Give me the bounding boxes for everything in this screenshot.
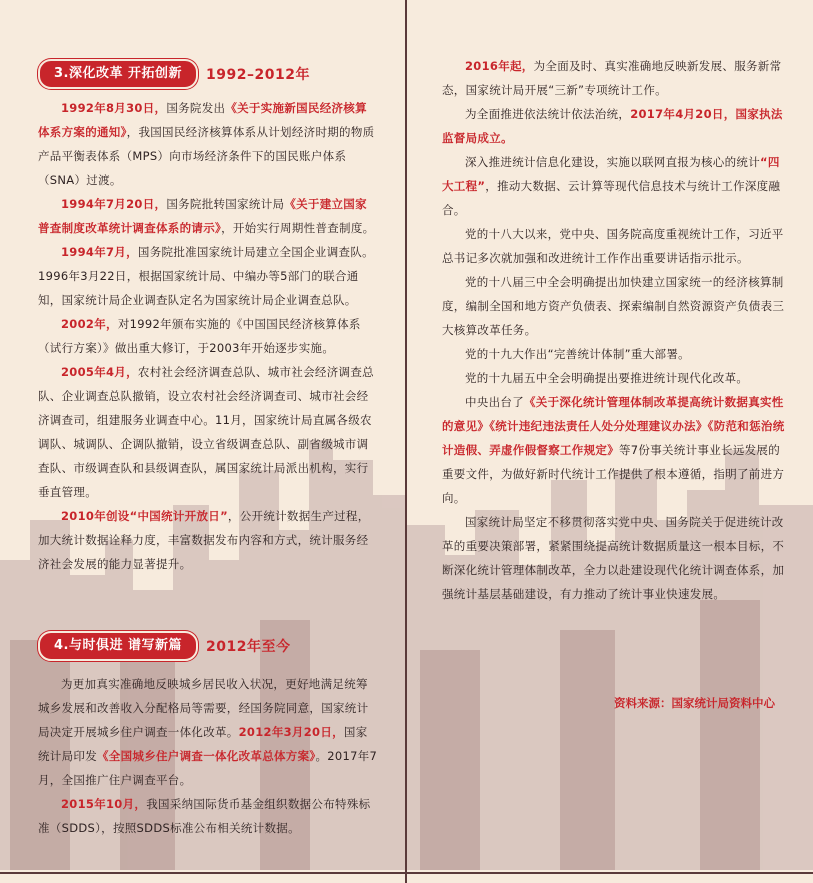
section-4-years: 2012年至今 <box>206 639 291 655</box>
paragraph: 1994年7月，国务院批准国家统计局建立全国企业调查队。1996年3月22日，根据国家统计局、中编办等5部门的联合通知，国家统计局企业调查队定名为国家统计局企业调查总队。 <box>38 245 374 307</box>
paragraph: 1994年7月20日，国务院批转国家统计局《关于建立国家普查制度改革统计调查体系的请示》，开始实行周期性普查制度。 <box>38 197 375 235</box>
bottom-rule <box>0 872 813 874</box>
page-spine <box>405 0 407 883</box>
section-4-heading <box>38 632 290 660</box>
paragraph: 深入推进统计信息化建设，实施以联网直报为核心的统计“四大工程”，推动大数据、云计算等现代信息技术与统计工作深度融合。 <box>442 155 781 217</box>
paragraph: 国家统计局坚定不移贯彻落实党中央、国务院关于促进统计改革的重要决策部署，紧紧围绕提高统计数据质量这一根本目标，不断深化统计管理体制改革，全力以赴建设现代化统计调查体系，加强统计基层基础建设，有力推动了统计事业快速发展。 <box>442 515 785 601</box>
paragraph: 2005年4月，农村社会经济调查总队、城市社会经济调查总队、企业调查总队撤销，设立农村社会经济调查司、城市社会经济调查司，组建服务业调查中心。11月，国家统计局直属各级农调队、城调队、企调队撤销，设立省级调查总队、副省级城市调查队、市级调查队和县级调查队，属国家统计局派出机构，实行垂直管理。 <box>38 365 374 499</box>
right-column <box>442 54 787 606</box>
paragraph: 中央出台了《关于深化统计管理体制改革提高统计数据真实性的意见》《统计违纪违法责任人处分处理建议办法》《防范和惩治统计造假、弄虚作假督察工作规定》等7份事关统计事业长远发展的重要文件，为做好新时代统计工作提供了根本遵循，指明了前进方向。 <box>442 395 785 505</box>
paragraph: 党的十八大以来，党中央、国务院高度重视统计工作，习近平总书记多次就加强和改进统计工作作出重要讲话指示批示。 <box>442 227 784 265</box>
paragraph: 为全面推进依法统计依法治统，2017年4月20日，国家执法监督局成立。 <box>442 107 783 145</box>
paragraph: 2016年起，为全面及时、真实准确地反映新发展、服务新常态，国家统计局开展“三新”专项统计工作。 <box>442 59 782 97</box>
left-column-lower <box>38 672 378 840</box>
paragraph: 2010年创设“中国统计开放日”，公开统计数据生产过程，加大统计数据诠释力度，丰富数据发布内容和方式，统计服务经济社会发展的能力显著提升。 <box>38 509 370 571</box>
paragraph: 党的十九届五中全会明确提出要推进统计现代化改革。 <box>465 371 749 385</box>
section-4-badge: 4.与时俱进 谱写新篇 <box>38 631 198 661</box>
paragraph: 2015年10月，我国采纳国际货币基金组织数据公布特殊标准（SDDS），按照SDDS标准公布相关统计数据。 <box>38 797 371 835</box>
paragraph: 党的十八届三中全会明确提出加快建立国家统一的经济核算制度，编制全国和地方资产负债表、探索编制自然资源资产负债表三大核算改革任务。 <box>442 275 785 337</box>
paragraph: 2002年，对1992年颁布实施的《中国国民经济核算体系（试行方案）》做出重大修订，于2003年开始逐步实施。 <box>38 317 361 355</box>
paragraph: 1992年8月30日，国务院发出《关于实施新国民经济核算体系方案的通知》，我国国民经济核算体系从计划经济时期的物质产品平衡表体系（MPS）向市场经济条件下的国民账户体系（SNA）过渡。 <box>38 101 375 187</box>
paragraph: 为更加真实准确地反映城乡居民收入状况，更好地满足统筹城乡发展和改善收入分配格局等需要，经国务院同意，国家统计局决定开展城乡住户调查一体化改革。2012年3月20日，国家统计局印发《全国城乡住户调查一体化改革总体方案》。2017年7月，全国推广住户调查平台。 <box>38 677 378 787</box>
paragraph: 党的十九大作出“完善统计体制”重大部署。 <box>465 347 690 361</box>
section-3-heading <box>38 60 310 88</box>
source-credit: 资料来源：国家统计局资料中心 <box>614 696 775 710</box>
section-3-years: 1992–2012年 <box>206 67 310 83</box>
section-3-badge: 3.深化改革 开拓创新 <box>38 59 198 89</box>
left-column <box>38 96 378 576</box>
